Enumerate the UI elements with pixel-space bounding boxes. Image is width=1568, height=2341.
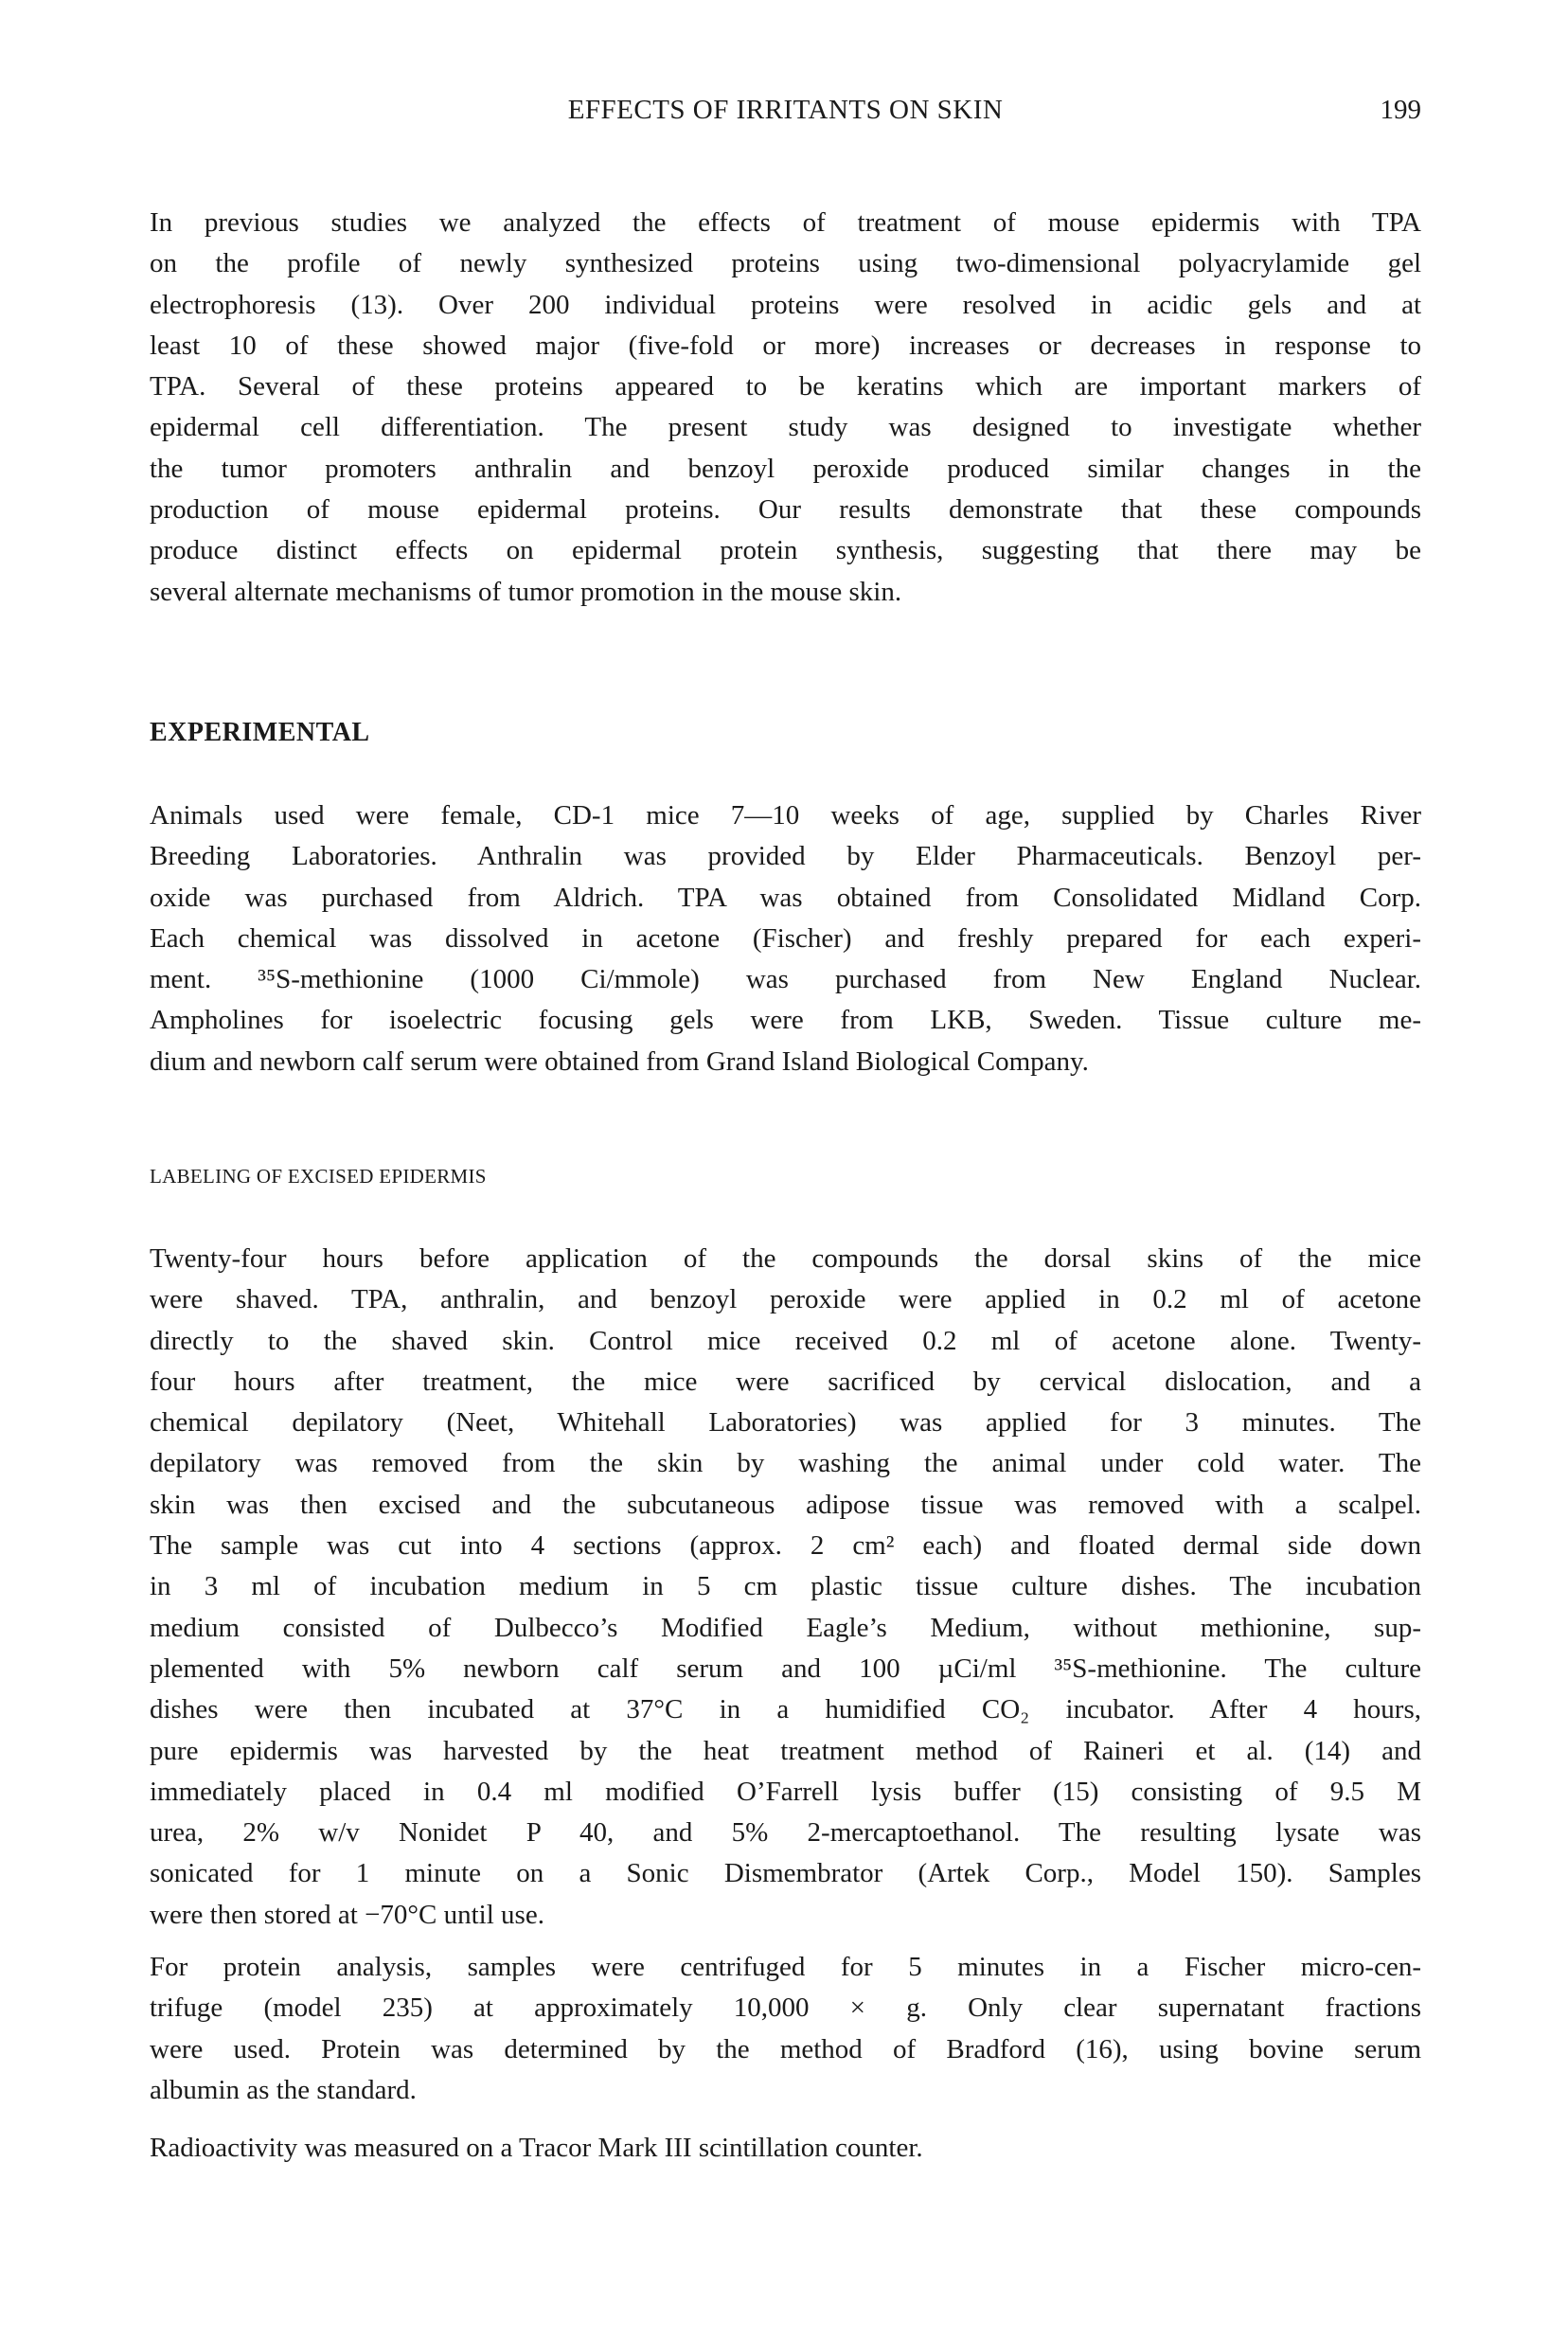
text-line: Ampholines for isoelectric focusing gels were from LKB, Sweden. Tissue culture me- <box>150 1005 1421 1036</box>
running-head <box>150 95 1421 136</box>
text-line: ment. ³⁵S-methionine (1000 Ci/mmole) was purchased from New England Nuclear. <box>150 964 1421 995</box>
radioactivity-paragraph <box>150 2128 1421 2169</box>
text-line: the tumor promoters anthralin and benzoyl peroxide produced similar changes in the <box>150 453 1421 484</box>
text-line: in 3 ml of incubation medium in 5 cm plastic tissue culture dishes. The incubation <box>150 1571 1421 1602</box>
intro-paragraph <box>150 203 1421 613</box>
text-line: chemical depilatory (Neet, Whitehall Laboratories) was applied for 3 minutes. The <box>150 1407 1421 1439</box>
experimental-paragraph <box>150 795 1421 1082</box>
text-line: plemented with 5% newborn calf serum and 100 µCi/ml ³⁵S-methionine. The culture <box>150 1653 1421 1684</box>
text-line: Breeding Laboratories. Anthralin was provided by Elder Pharmaceuticals. Benzoyl per- <box>150 841 1421 872</box>
text-line: several alternate mechanisms of tumor promotion in the mouse skin. <box>150 576 902 607</box>
text-line: Each chemical was dissolved in acetone (Fischer) and freshly prepared for each experi- <box>150 922 1421 954</box>
text-line: For protein analysis, samples were centrifuged for 5 minutes in a Fischer micro-cen- <box>150 1952 1421 1982</box>
text-line: dishes were then incubated at 37°C in a humidified CO₂ incubator. After 4 hours, <box>150 1694 1421 1725</box>
section-heading-experimental: EXPERIMENTAL <box>150 718 370 747</box>
text-line: Animals used were female, CD-1 mice 7—10 weeks of age, supplied by Charles River <box>150 800 1421 831</box>
text-line: In previous studies we analyzed the effects of treatment of mouse epidermis with TPA <box>150 207 1421 238</box>
text-line: least 10 of these showed major (five-fold or more) increases or decreases in response to <box>150 330 1421 361</box>
protein-analysis-paragraph <box>150 1947 1421 2111</box>
text-line: production of mouse epidermal proteins. Our results demonstrate that these compounds <box>150 494 1421 526</box>
text-line: The sample was cut into 4 sections (approx. 2 cm² each) and floated dermal side down <box>150 1530 1421 1562</box>
text-line: Twenty-four hours before application of the compounds the dorsal skins of the mice <box>150 1243 1421 1274</box>
text-line: electrophoresis (13). Over 200 individual proteins were resolved in acidic gels and at <box>150 289 1421 320</box>
text-line: depilatory was removed from the skin by washing the animal under cold water. The <box>150 1448 1421 1479</box>
text-line: Radioactivity was measured on a Tracor Mark III scintillation counter. <box>150 2133 923 2163</box>
text-line: on the profile of newly synthesized proteins using two-dimensional polyacrylamide gel <box>150 248 1421 279</box>
text-line: were used. Protein was determined by the method of Bradford (16), using bovine serum <box>150 2033 1421 2064</box>
text-line: dium and newborn calf serum were obtained from Grand Island Biological Company. <box>150 1045 1089 1077</box>
text-line: skin was then excised and the subcutaneous adipose tissue was removed with a scalpel. <box>150 1489 1421 1520</box>
text-line: immediately placed in 0.4 ml modified O’Farrell lysis buffer (15) consisting of 9.5 M <box>150 1776 1421 1807</box>
text-line: produce distinct effects on epidermal protein synthesis, suggesting that there may be <box>150 535 1421 566</box>
text-line: urea, 2% w/v Nonidet P 40, and 5% 2-mercaptoethanol. The resulting lysate was <box>150 1817 1421 1849</box>
text-line: four hours after treatment, the mice were sacrificed by cervical dislocation, and a <box>150 1366 1421 1397</box>
text-line: epidermal cell differentiation. The present study was designed to investigate whether <box>150 412 1421 443</box>
text-line: albumin as the standard. <box>150 2074 417 2105</box>
subsection-heading-labeling: LABELING OF EXCISED EPIDERMIS <box>150 1165 487 1188</box>
text-line: sonicated for 1 minute on a Sonic Dismembrator (Artek Corp., Model 150). Samples <box>150 1858 1421 1889</box>
labeling-paragraph <box>150 1239 1421 1936</box>
text-line: were shaved. TPA, anthralin, and benzoyl peroxide were applied in 0.2 ml of acetone <box>150 1284 1421 1315</box>
text-line: medium consisted of Dulbecco’s Modified Eagle’s Medium, without methionine, sup- <box>150 1612 1421 1643</box>
text-line: trifuge (model 235) at approximately 10,000 × g. Only clear supernatant fractions <box>150 1993 1421 2024</box>
page-number: 199 <box>1380 95 1421 125</box>
text-line: TPA. Several of these proteins appeared to be keratins which are important markers of <box>150 371 1421 402</box>
running-title: EFFECTS OF IRRITANTS ON SKIN <box>567 95 1004 125</box>
text-line: were then stored at −70°C until use. <box>150 1899 544 1930</box>
text-line: pure epidermis was harvested by the heat treatment method of Raineri et al. (14) and <box>150 1735 1421 1766</box>
text-line: directly to the shaved skin. Control mice received 0.2 ml of acetone alone. Twenty- <box>150 1325 1421 1356</box>
text-line: oxide was purchased from Aldrich. TPA was obtained from Consolidated Midland Corp. <box>150 882 1421 913</box>
